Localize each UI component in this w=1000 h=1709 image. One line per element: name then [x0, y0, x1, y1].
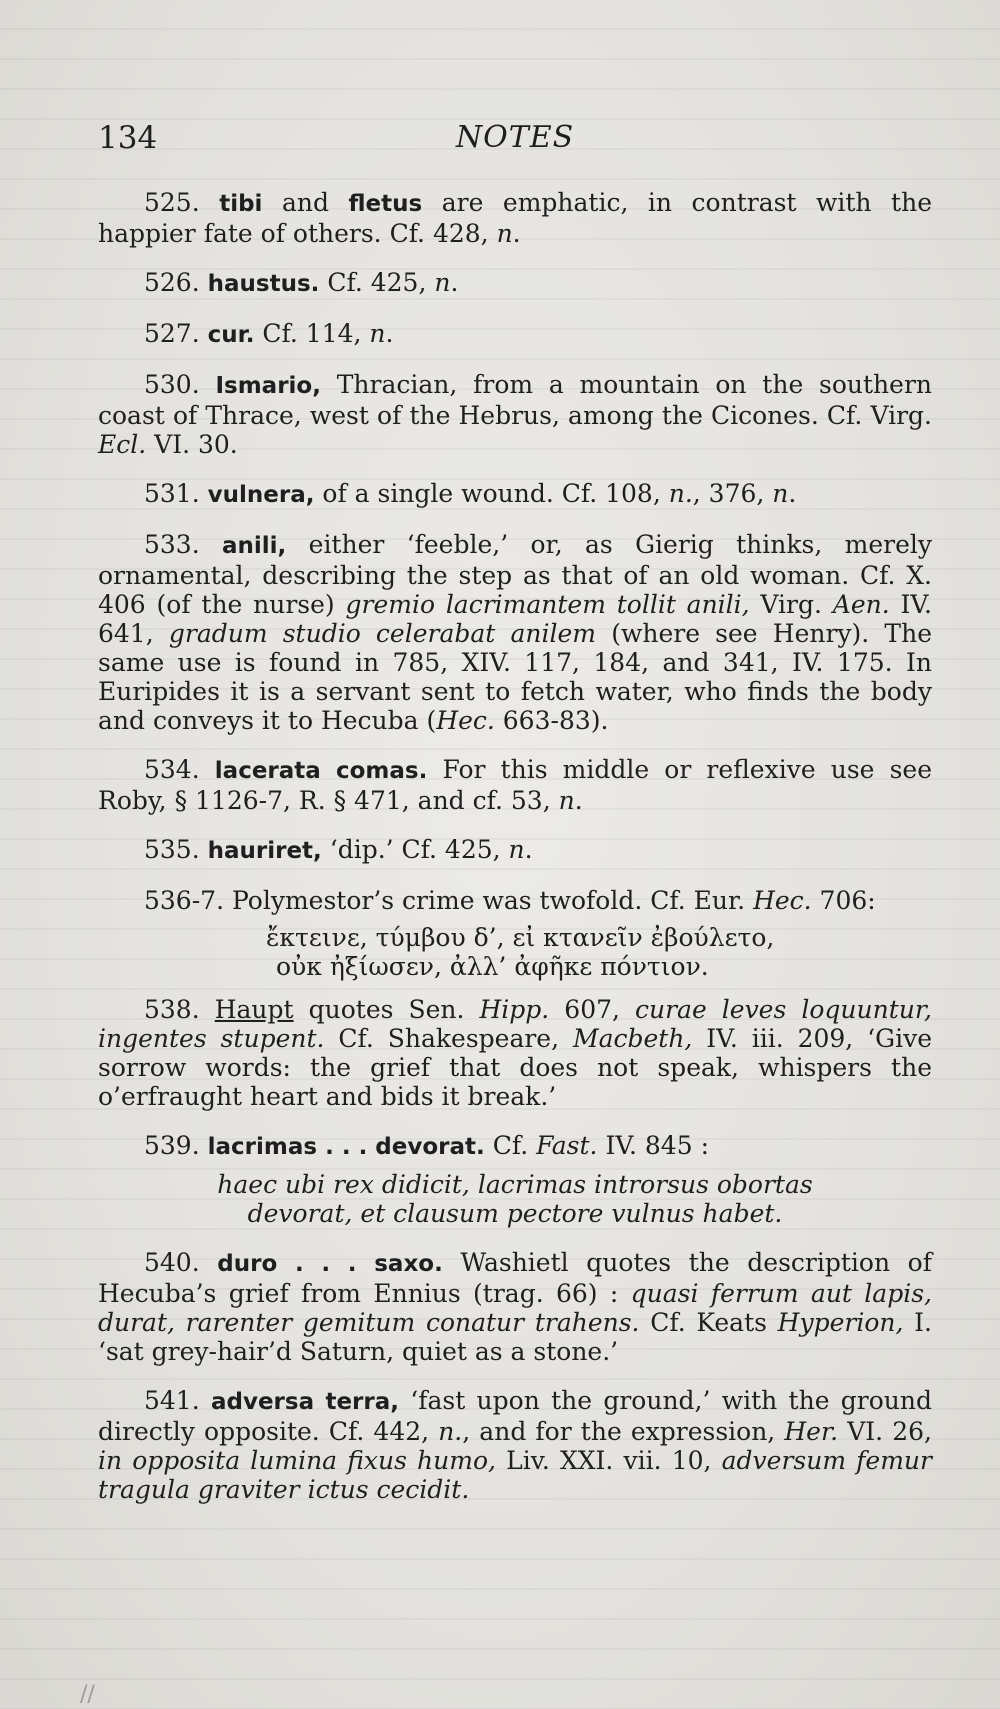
note-number: 535. [144, 835, 200, 864]
note-text: Cf. Keats [639, 1308, 778, 1337]
note-number: 538. [144, 995, 200, 1024]
latin-quote [98, 1170, 932, 1228]
note-text: of a single wound. Cf. 108, [314, 479, 669, 508]
note-text: I. ‘sat grey-hair’d Saturn, quiet as a stone.’ [98, 1308, 932, 1366]
note-525 [98, 188, 932, 248]
lemma: tibi [219, 191, 263, 217]
note-527 [98, 319, 932, 350]
note-text: ‘dip.’ Cf. 425, [321, 835, 509, 864]
note-text: Cf. 114, [254, 319, 370, 348]
note-text: are emphatic, in contrast with the happier fate of others. Cf. 428, [98, 188, 933, 248]
lemma: haustus. [207, 271, 320, 297]
note-541 [98, 1386, 932, 1504]
citation: Fast. [536, 1131, 598, 1160]
lemma: anili, [222, 533, 287, 559]
note-number: 536-7. [144, 886, 225, 915]
note-text: Cf. 425, [319, 268, 435, 297]
lemma: duro . . . saxo. [217, 1251, 443, 1277]
note-text: Polymestor’s crime was twofold. Cf. Eur. [224, 886, 754, 915]
note-535 [98, 835, 932, 866]
note-abbrev: n [508, 835, 525, 864]
note-abbrev: n [496, 219, 513, 248]
notes-content [98, 188, 932, 1524]
note-number: 525. [144, 188, 200, 217]
lemma: vulnera, [207, 482, 315, 508]
note-text: . [385, 319, 394, 348]
citation: quasi ferrum aut lapis, durat, rarenter gemitum conatur trahens. [98, 1279, 932, 1337]
note-text: For this middle or reflexive use see Roby, § 1126-7, R. § 471, and cf. 53, [98, 755, 932, 815]
lemma: cur. [207, 322, 255, 348]
note-number: 541. [144, 1386, 200, 1415]
note-text: and [262, 188, 349, 217]
citation: Hec. [753, 886, 812, 915]
note-534 [98, 755, 932, 815]
note-text: 607, [549, 995, 635, 1024]
citation: Macbeth, [572, 1024, 693, 1053]
note-abbrev: n. [438, 1417, 463, 1446]
note-text [200, 995, 215, 1024]
note-text: Liv. XXI. vii. 10, [495, 1446, 722, 1475]
running-head: NOTES [455, 120, 575, 155]
citation: Hipp. [479, 995, 550, 1024]
note-number: 540. [144, 1248, 200, 1277]
note-number: 526. [144, 268, 200, 297]
stray-pencil-mark: // [80, 1682, 95, 1707]
note-text: . [512, 219, 521, 248]
lemma: Ismario, [215, 373, 321, 399]
note-text: Thracian, from a mountain on the southern coast of Thrace, west of the Hebrus, among the Cicones. Cf. Virg. [98, 370, 932, 430]
citation: curae leves loquuntur, ingentes stupent. [98, 995, 932, 1053]
note-text: IV. 641, [98, 590, 932, 648]
quote-line: haec ubi rex didicit, lacrimas introrsus obortas [217, 1170, 813, 1199]
greek-quote [98, 923, 932, 981]
note-number: 530. [144, 370, 200, 399]
note-text: Cf. [484, 1131, 537, 1160]
lemma: hauriret, [207, 838, 322, 864]
citation: Aen. [832, 590, 890, 619]
note-abbrev: n. [668, 479, 693, 508]
note-abbrev: n [369, 319, 386, 348]
note-530 [98, 370, 932, 459]
note-text: . [450, 268, 459, 297]
note-text: VI. 30. [146, 430, 238, 459]
quote-line: devorat, et clausum pectore vulnus habet. [247, 1199, 783, 1228]
note-531 [98, 479, 932, 510]
quote-line: οὐκ ἠξίωσεν, ἀλλ’ ἀφῆκε πόντιον. [276, 952, 709, 981]
citation: Hec. [436, 706, 495, 735]
note-533 [98, 530, 932, 735]
note-text: ‘fast upon the ground,’ with the ground directly opposite. Cf. 442, [98, 1386, 933, 1446]
note-text: either ‘feeble,’ or, as Gierig thinks, merely ornamental, describing the step as that of an old woman. Cf. X. 406 (of the nurse) [98, 530, 932, 619]
quote-line: ἔκτεινε, τύμβου δ’, εἰ κτανεῖν ἐβούλετο, [266, 923, 775, 952]
lemma: adversa terra, [210, 1389, 399, 1415]
note-540 [98, 1248, 932, 1366]
note-abbrev: n [434, 268, 451, 297]
note-abbrev: n [772, 479, 789, 508]
page-number: 134 [98, 120, 158, 156]
note-538 [98, 995, 932, 1111]
note-text: Virg. [749, 590, 833, 619]
citation: in opposita lumina fixus humo, [98, 1446, 496, 1475]
note-text: VI. 26, [838, 1417, 932, 1446]
note-text: 706: [811, 886, 876, 915]
lemma: lacrimas . . . devorat. [207, 1134, 485, 1160]
note-526 [98, 268, 932, 299]
note-text: (where see Henry). The same use is found in 785, XIV. 117, 184, and 341, IV. 175. In Euripides it is a servant sent to fetch water, who finds the body and conveys it to Hecuba ( [98, 619, 933, 735]
note-text: . [524, 835, 533, 864]
citation: gradum studio celerabat anilem [168, 619, 597, 648]
note-abbrev: n [558, 786, 575, 815]
note-number: 534. [144, 755, 200, 784]
citation: gremio lacrimantem tollit anili, [345, 590, 750, 619]
note-text: , 376, [692, 479, 773, 508]
citation: Her. [784, 1417, 839, 1446]
page-header [98, 120, 932, 170]
note-text: Cf. Shakespeare, [324, 1024, 573, 1053]
citation: Ecl. [98, 430, 147, 459]
note-number: 533. [144, 530, 200, 559]
note-539 [98, 1131, 932, 1162]
note-number: 531. [144, 479, 200, 508]
citation: Hyperion, [777, 1308, 904, 1337]
note-text: . [574, 786, 583, 815]
lemma: fletus [348, 191, 423, 217]
citation: adversum femur tragula graviter ictus cecidit. [98, 1446, 932, 1504]
note-text: 663-83). [494, 706, 609, 735]
note-text: quotes Sen. [293, 995, 480, 1024]
note-text: . [788, 479, 797, 508]
underlined-name: Haupt [214, 995, 294, 1024]
note-536-7 [98, 886, 932, 915]
note-number: 539. [144, 1131, 200, 1160]
note-text: IV. iii. 209, ‘Give sorrow words: the grief that does not speak, whispers the o’erfraught heart and bids it break.’ [98, 1024, 932, 1111]
note-text: , and for the expression, [462, 1417, 785, 1446]
note-text: IV. 845 : [597, 1131, 709, 1160]
note-text: Washietl quotes the description of Hecuba’s grief from Ennius (trag. 66) : [98, 1248, 932, 1308]
lemma: lacerata comas. [214, 758, 428, 784]
note-number: 527. [144, 319, 200, 348]
